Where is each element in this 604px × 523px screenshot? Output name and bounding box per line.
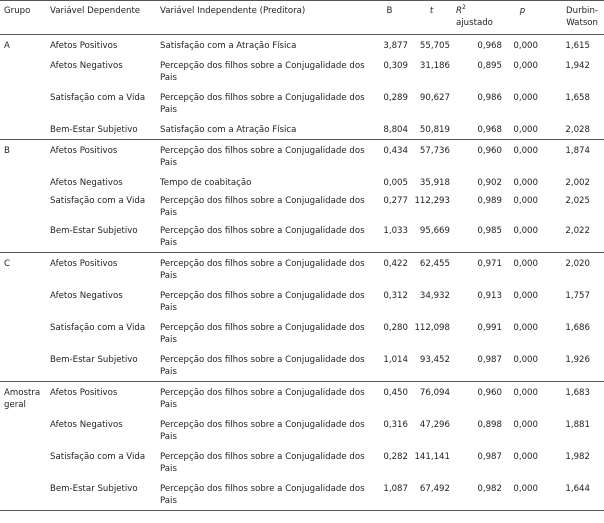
cell-r2: 0,960	[477, 146, 502, 156]
cell-p: 0,000	[513, 196, 538, 206]
cell-durbin-watson: 1,757	[565, 291, 590, 301]
table-row	[0, 382, 604, 415]
cell-independent: Percepção dos filhos sobre a Conjugalidade dos Pais	[156, 349, 368, 382]
cell-grupo	[0, 119, 46, 140]
cell-dependent: Afetos Positivos	[50, 259, 118, 269]
cell-r2: 0,895	[477, 61, 502, 71]
table-body	[0, 35, 604, 511]
cell-t: 57,736	[419, 146, 450, 156]
table-row	[0, 87, 604, 119]
cell-independent: Percepção dos filhos sobre a Conjugalidade dos Pais	[160, 146, 365, 168]
cell-b: 1,087	[368, 478, 410, 511]
cell-r2: 0,898	[477, 420, 502, 430]
cell-r2: 0,968	[477, 41, 502, 51]
header-b: B	[368, 1, 410, 35]
cell-durbin-watson: 2,020	[565, 259, 590, 269]
cell-durbin-watson: 1,686	[565, 323, 590, 333]
cell-p: 0,000	[504, 349, 540, 382]
cell-grupo: Amostra geral	[4, 388, 41, 410]
cell-dependent: Afetos Negativos	[50, 420, 123, 430]
cell-p: 0,000	[504, 220, 540, 253]
cell-grupo: A	[4, 41, 10, 51]
cell-durbin-watson: 2,002	[565, 178, 590, 188]
cell-grupo	[0, 192, 46, 220]
cell-t: 31,186	[419, 61, 450, 71]
cell-r2: 0,913	[477, 291, 502, 301]
cell-dependent: Afetos Positivos	[50, 388, 118, 398]
cell-t: 90,627	[419, 93, 450, 103]
cell-r2: 0,968	[452, 119, 504, 140]
cell-r2: 0,982	[452, 478, 504, 511]
cell-p: 0,000	[513, 420, 538, 430]
cell-p: 0,000	[513, 388, 538, 398]
table-row	[0, 220, 604, 253]
header-row	[0, 1, 604, 35]
table-row	[0, 35, 604, 56]
cell-grupo	[0, 478, 46, 511]
cell-p: 0,000	[504, 478, 540, 511]
cell-dependent: Afetos Positivos	[50, 146, 118, 156]
cell-dependent: Satisfação com a Vida	[50, 452, 146, 462]
cell-t: 55,705	[419, 41, 450, 51]
table-row	[0, 414, 604, 446]
cell-dependent: Satisfação com a Vida	[50, 323, 146, 333]
cell-dependent: Afetos Negativos	[50, 61, 123, 71]
header-independent: Variável Independente (Preditora)	[156, 1, 368, 35]
cell-dependent: Bem-Estar Subjetivo	[46, 478, 156, 511]
cell-p: 0,000	[513, 146, 538, 156]
cell-dependent: Satisfação com a Vida	[50, 93, 146, 103]
cell-p: 0,000	[513, 291, 538, 301]
cell-t: 62,455	[419, 259, 450, 269]
header-t: t	[410, 1, 452, 35]
cell-durbin-watson: 2,028	[540, 119, 604, 140]
table-row	[0, 172, 604, 192]
cell-p: 0,000	[513, 61, 538, 71]
cell-independent: Percepção dos filhos sobre a Conjugalidade dos Pais	[156, 220, 368, 253]
cell-b: 0,434	[383, 146, 408, 156]
cell-dependent: Afetos Negativos	[50, 178, 123, 188]
cell-p: 0,000	[513, 41, 538, 51]
cell-durbin-watson: 2,025	[565, 196, 590, 206]
header-dependent: Variável Dependente	[46, 1, 156, 35]
cell-independent: Tempo de coabitação	[160, 178, 252, 188]
cell-independent: Satisfação com a Atração Física	[160, 41, 297, 51]
table-row	[0, 253, 604, 286]
cell-t: 76,094	[419, 388, 450, 398]
cell-t: 95,669	[410, 220, 452, 253]
cell-r2: 0,986	[477, 93, 502, 103]
cell-independent: Percepção dos filhos sobre a Conjugalidade dos Pais	[160, 291, 365, 313]
cell-grupo: B	[4, 146, 10, 156]
cell-durbin-watson: 2,022	[540, 220, 604, 253]
cell-b: 0,289	[383, 93, 408, 103]
cell-r2: 0,987	[452, 349, 504, 382]
cell-b: 0,282	[383, 452, 408, 462]
cell-t: 67,492	[410, 478, 452, 511]
cell-independent: Percepção dos filhos sobre a Conjugalidade dos Pais	[160, 196, 365, 218]
cell-b: 0,450	[383, 388, 408, 398]
header-durbin-watson: Durbin-Watson	[540, 1, 604, 35]
cell-durbin-watson: 1,926	[540, 349, 604, 382]
cell-dependent: Afetos Positivos	[50, 41, 118, 51]
cell-independent: Percepção dos filhos sobre a Conjugalidade dos Pais	[160, 420, 365, 442]
cell-grupo: C	[4, 259, 11, 269]
cell-dependent: Bem-Estar Subjetivo	[46, 119, 156, 140]
cell-durbin-watson: 1,942	[565, 61, 590, 71]
cell-durbin-watson: 1,615	[565, 41, 590, 51]
table-row	[0, 285, 604, 317]
cell-dependent: Bem-Estar Subjetivo	[46, 220, 156, 253]
cell-b: 1,014	[368, 349, 410, 382]
cell-p: 0,000	[513, 323, 538, 333]
cell-dependent: Bem-Estar Subjetivo	[46, 349, 156, 382]
cell-grupo	[0, 172, 46, 192]
cell-p: 0,000	[513, 452, 538, 462]
cell-t: 112,098	[414, 323, 450, 333]
cell-grupo	[0, 87, 46, 119]
cell-b: 0,316	[383, 420, 408, 430]
cell-t: 50,819	[410, 119, 452, 140]
cell-r2: 0,987	[477, 452, 502, 462]
table-row	[0, 192, 604, 220]
cell-grupo	[0, 317, 46, 349]
cell-r2: 0,989	[477, 196, 502, 206]
cell-grupo	[0, 285, 46, 317]
cell-dependent: Satisfação com a Vida	[50, 196, 146, 206]
cell-b: 0,312	[383, 291, 408, 301]
cell-b: 1,033	[368, 220, 410, 253]
cell-p: 0,000	[513, 93, 538, 103]
table-row	[0, 119, 604, 140]
header-r2-rest: ajustado	[456, 18, 493, 28]
cell-durbin-watson: 1,982	[565, 452, 590, 462]
cell-dependent: Afetos Negativos	[50, 291, 123, 301]
cell-r2: 0,971	[477, 259, 502, 269]
cell-independent: Percepção dos filhos sobre a Conjugalidade dos Pais	[160, 259, 365, 281]
cell-durbin-watson: 1,644	[540, 478, 604, 511]
header-r2	[452, 1, 504, 35]
table-row	[0, 446, 604, 478]
cell-grupo	[0, 220, 46, 253]
cell-t: 112,293	[414, 196, 450, 206]
cell-b: 0,422	[383, 259, 408, 269]
cell-r2: 0,960	[477, 388, 502, 398]
cell-independent: Percepção dos filhos sobre a Conjugalidade dos Pais	[156, 478, 368, 511]
cell-b: 0,309	[383, 61, 408, 71]
cell-independent: Percepção dos filhos sobre a Conjugalidade dos Pais	[160, 323, 365, 345]
cell-grupo	[0, 446, 46, 478]
cell-r2: 0,902	[477, 178, 502, 188]
cell-b: 0,005	[383, 178, 408, 188]
cell-b: 0,280	[383, 323, 408, 333]
cell-grupo	[0, 349, 46, 382]
cell-t: 47,296	[419, 420, 450, 430]
cell-grupo	[0, 55, 46, 87]
table-row	[0, 55, 604, 87]
table-row	[0, 349, 604, 382]
cell-b: 8,804	[368, 119, 410, 140]
cell-durbin-watson: 1,683	[565, 388, 590, 398]
cell-p: 0,000	[513, 178, 538, 188]
cell-durbin-watson: 1,658	[565, 93, 590, 103]
cell-independent: Percepção dos filhos sobre a Conjugalidade dos Pais	[160, 388, 365, 410]
header-r2-base: R	[456, 6, 462, 16]
cell-b: 3,877	[383, 41, 408, 51]
cell-t: 93,452	[410, 349, 452, 382]
cell-r2: 0,985	[452, 220, 504, 253]
cell-b: 0,277	[383, 196, 408, 206]
cell-independent: Percepção dos filhos sobre a Conjugalidade dos Pais	[160, 452, 365, 474]
header-p: p	[504, 1, 540, 35]
cell-p: 0,000	[513, 259, 538, 269]
cell-r2: 0,991	[477, 323, 502, 333]
cell-t: 141,141	[414, 452, 450, 462]
cell-independent: Percepção dos filhos sobre a Conjugalidade dos Pais	[160, 93, 365, 115]
header-grupo: Grupo	[0, 1, 46, 35]
table-row	[0, 478, 604, 511]
cell-independent: Percepção dos filhos sobre a Conjugalidade dos Pais	[160, 61, 365, 83]
header-r2-sup: 2	[461, 4, 466, 11]
cell-durbin-watson: 1,874	[565, 146, 590, 156]
cell-durbin-watson: 1,881	[565, 420, 590, 430]
cell-independent: Satisfação com a Atração Física	[156, 119, 368, 140]
table-row	[0, 140, 604, 173]
table-row	[0, 317, 604, 349]
cell-t: 34,932	[419, 291, 450, 301]
cell-t: 35,918	[419, 178, 450, 188]
cell-grupo	[0, 414, 46, 446]
cell-p: 0,000	[504, 119, 540, 140]
